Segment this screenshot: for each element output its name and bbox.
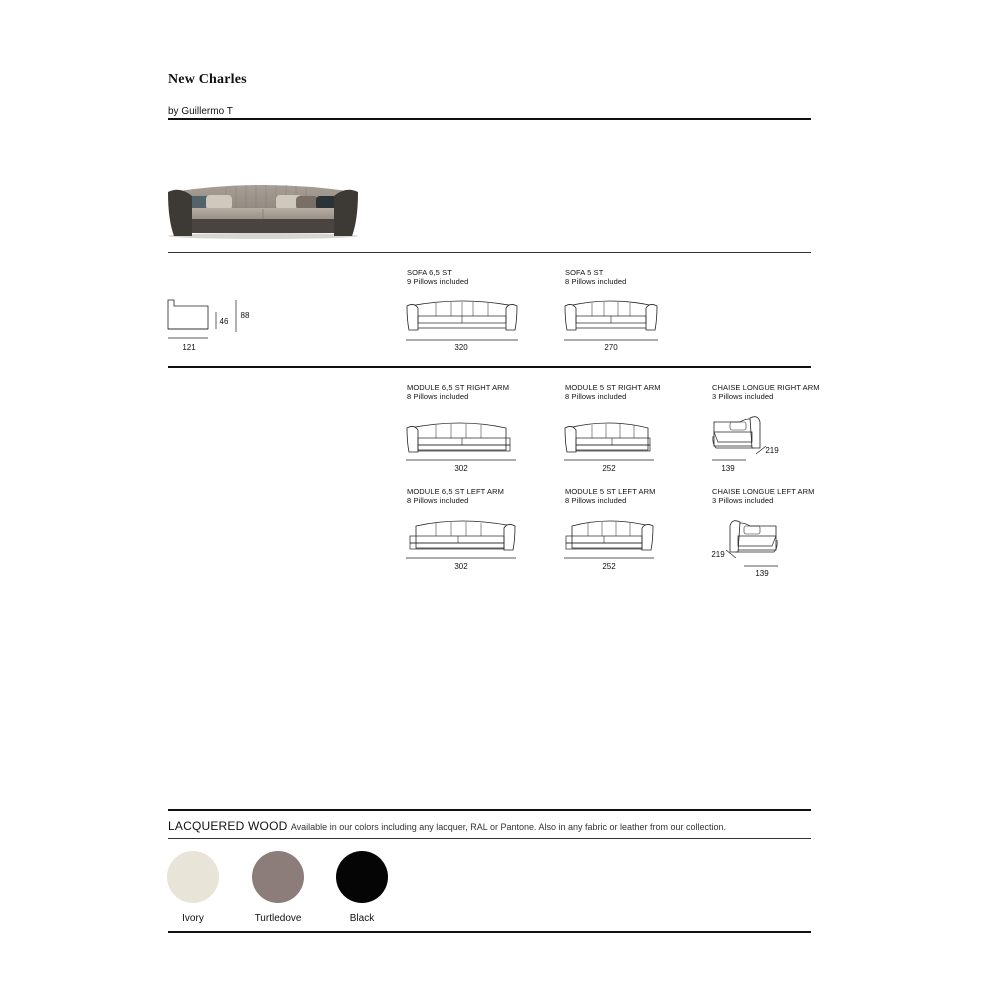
chaise-right-width: 139 [721, 464, 735, 473]
sofa-5-name: SOFA 5 ST [565, 268, 604, 277]
module-65-right-drawing [406, 420, 516, 464]
sofa-5-pillows: 8 Pillows included [565, 277, 627, 286]
finish-heading-line [168, 819, 726, 833]
finish-top-divider [168, 809, 811, 811]
sofa-65-pillows: 9 Pillows included [407, 277, 469, 286]
module-5-left-label [565, 487, 656, 505]
module-65-left-label [407, 487, 504, 505]
finish-description: Available in our colors including any lacquer, RAL or Pantone. Also in any fabric or leather from our collection. [290, 822, 727, 832]
sofa-5-label [565, 268, 626, 286]
chaise-right-depth: 219 [765, 446, 779, 455]
module-5-left-width: 252 [602, 562, 616, 571]
swatch-black[interactable] [336, 851, 388, 903]
product-title: New Charles [168, 72, 247, 87]
photo-divider [168, 252, 811, 253]
total-height-dimension: 88 [240, 311, 250, 320]
module-5-left-name: MODULE 5 ST LEFT ARM [565, 487, 656, 496]
seat-height-dimension: 46 [219, 317, 229, 326]
module-65-left-name: MODULE 6,5 ST LEFT ARM [407, 487, 504, 496]
module-5-right-drawing [564, 420, 654, 464]
module-5-right-label [565, 383, 661, 401]
swatch-turtledove[interactable] [252, 851, 304, 903]
chaise-left-label [712, 487, 815, 505]
module-65-left-pillows: 8 Pillows included [407, 496, 469, 505]
side-profile-drawing [166, 298, 246, 338]
swatch-black-label: Black [349, 913, 375, 924]
sofa-65-name: SOFA 6,5 ST [407, 268, 452, 277]
module-5-left-drawing [564, 518, 654, 562]
finish-heading: LACQUERED WOOD [168, 819, 288, 833]
swatch-ivory-label: Ivory [182, 913, 204, 924]
finish-bottom-divider [168, 931, 811, 933]
module-65-left-width: 302 [454, 562, 468, 571]
module-5-right-width: 252 [602, 464, 616, 473]
module-5-right-pillows: 8 Pillows included [565, 392, 627, 401]
module-5-right-name: MODULE 5 ST RIGHT ARM [565, 383, 661, 392]
sofa-65-drawing [406, 298, 518, 342]
module-65-right-name: MODULE 6,5 ST RIGHT ARM [407, 383, 510, 392]
swatch-ivory[interactable] [167, 851, 219, 903]
chaise-right-name: CHAISE LONGUE RIGHT ARM [712, 383, 820, 392]
chaise-right-pillows: 3 Pillows included [712, 392, 774, 401]
header-divider [168, 118, 811, 120]
chaise-left-depth: 219 [711, 550, 725, 559]
designer-credit: by Guillermo T [168, 106, 233, 117]
side-depth-dimension: 121 [182, 343, 196, 352]
finish-divider [168, 838, 811, 839]
module-65-right-pillows: 8 Pillows included [407, 392, 469, 401]
chaise-right-label [712, 383, 820, 401]
sofa-65-label [407, 268, 468, 286]
chaise-left-pillows: 3 Pillows included [712, 496, 774, 505]
module-65-right-label [407, 383, 509, 401]
sofa-5-width: 270 [604, 343, 618, 352]
module-65-right-width: 302 [454, 464, 468, 473]
swatch-turtledove-label: Turtledove [254, 913, 302, 924]
chaise-left-width: 139 [755, 569, 769, 578]
chaise-left-name: CHAISE LONGUE LEFT ARM [712, 487, 815, 496]
sofa-photo [166, 180, 360, 240]
sofa-65-width: 320 [454, 343, 468, 352]
chaise-left-drawing [722, 516, 792, 568]
module-5-left-pillows: 8 Pillows included [565, 496, 627, 505]
sofa-5-drawing [564, 298, 658, 342]
module-65-left-drawing [406, 518, 516, 562]
row1-divider [168, 366, 811, 368]
